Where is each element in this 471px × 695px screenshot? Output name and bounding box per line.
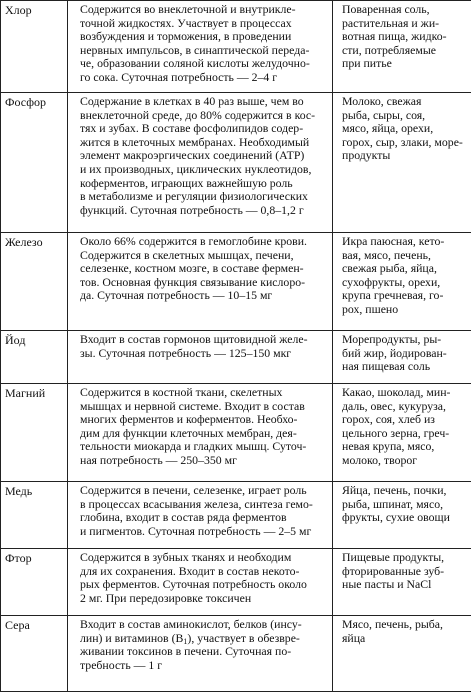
element-description: Содержится в печени, селезенке, играет роль в процессах всасывания железа, синтеза гемо- глобина, входит в состав ряда ферментов и пигментов. Суточная потребность — 2–5 мг	[68, 482, 333, 549]
element-name: Сера	[1, 616, 68, 692]
element-description: Содержится в зубных тканях и необходим для их сохранения. Входит в состав некото- рых ферментов. Суточная потребность около 2 мг. При передозировке токсичен	[68, 549, 333, 616]
element-name: Хлор	[1, 1, 68, 93]
element-sources: Поваренная соль, растительная и жи- вотная пища, жидко- сти, потребляемые при питье	[333, 1, 471, 93]
element-sources: Яйца, печень, почки, рыба, шпинат, мясо, фрукты, сухие овощи	[333, 482, 471, 549]
element-sources: Пищевые продукты, фторированные зуб- ные пасты и NaCl	[333, 549, 471, 616]
element-sources: Морепродукты, ры- бий жир, йодирован- ная пищевая соль	[333, 331, 471, 384]
element-description: Около 66% содержится в гемоглобине крови. Содержится в скелетных мышцах, печени, селезенке, костном мозге, в составе фермен- тов. Основная функция связывание кислоро- да. Суточная потребность — 10–15 мг	[68, 233, 333, 331]
element-sources: Мясо, печень, рыба, яйца	[333, 616, 471, 692]
element-name: Медь	[1, 482, 68, 549]
table-row	[1, 616, 471, 692]
table-row	[1, 1, 471, 93]
table-row	[1, 93, 471, 233]
table-row	[1, 384, 471, 482]
element-description: Содержание в клетках в 40 раз выше, чем во внеклеточной среде, до 80% содержится в кос- тях и зубах. В составе фосфолипидов содер- жится в клеточных мембранах. Необходимый элемент макроэргических соединений (АТР) и их производных, циклических нуклеотидов, коферментов, играющих важнейшую роль в метаболизме и регуляции физиологических функций. Суточная потребность — 0,8–1,2 г	[68, 93, 333, 233]
element-description: Входит в состав гормонов щитовидной желе- зы. Суточная потребность — 125–150 мкг	[68, 331, 333, 384]
element-description: Входит в состав аминокислот, белков (инсу- лин) и витаминов $(B_1)$, участвует в обезвре- живании токсинов в печени. Суточная по- требность — 1 г	[68, 616, 333, 692]
element-sources: Икра паюсная, кето- вая, мясо, печень, свежая рыба, яйца, сухофрукты, орехи, крупа гречневая, го- рох, пшено	[333, 233, 471, 331]
element-name: Фосфор	[1, 93, 68, 233]
table-row	[1, 549, 471, 616]
element-name: Фтор	[1, 549, 68, 616]
table-row	[1, 233, 471, 331]
element-name: Йод	[1, 331, 68, 384]
element-description: Содержится в костной ткани, скелетных мышцах и нервной системе. Входит в состав многих ферментов и коферментов. Необхо- дим для функции клеточных мембран, дея- тельности миокарда и гладких мышц. Суточ- ная потребность — 250–350 мг	[68, 384, 333, 482]
element-sources: Какао, шоколад, мин- даль, овес, кукуруза, горох, соя, хлеб из цельного зерна, греч- невая крупа, мясо, молоко, творог	[333, 384, 471, 482]
table-row	[1, 482, 471, 549]
element-description: Содержится во внеклеточной и внутрикле- точной жидкостях. Участвует в процессах возбуждения и торможения, в проведении нервных импульсов, в синаптической переда- че, образовании соляной кислоты желудочно- го сока. Суточная потребность — 2–4 г	[68, 1, 333, 93]
element-name: Магний	[1, 384, 68, 482]
element-sources: Молоко, свежая рыба, сыры, соя, мясо, яйца, орехи, горох, сыр, злаки, море- продукты	[333, 93, 471, 233]
table-row	[1, 331, 471, 384]
element-name: Железо	[1, 233, 68, 331]
